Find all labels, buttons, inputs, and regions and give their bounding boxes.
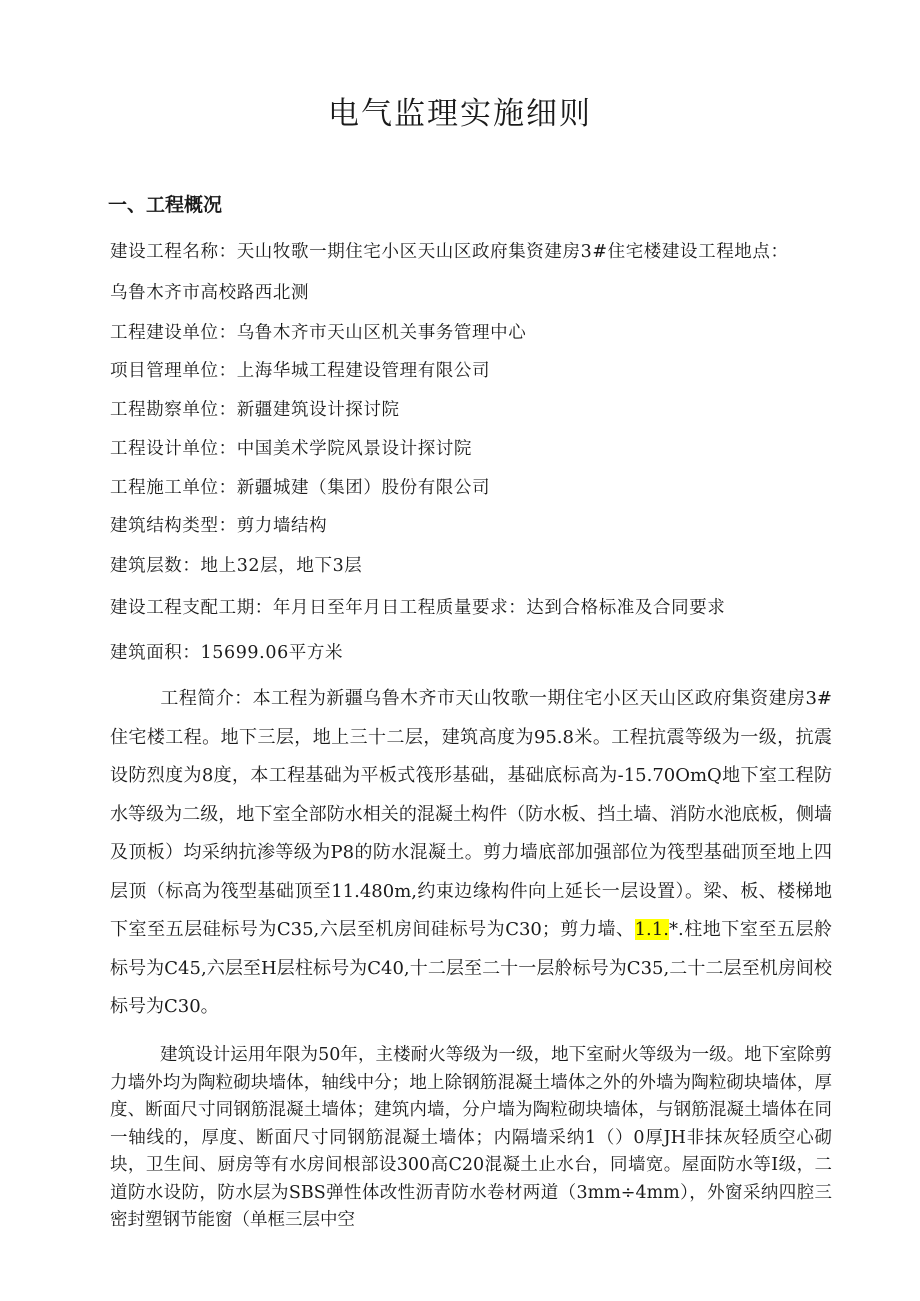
- document-title: 电气监理实施细则: [328, 96, 592, 132]
- project-overview-paragraph: [110, 680, 832, 1027]
- paragraph-text: 建筑设计运用年限为50年，主楼耐火等级为一级，地下室耐火等级为一级。地下室除剪力墙外均为陶粒砌块墙体，轴线中分；地上除钢筋混凝土墙体之外的外墙为陶粒砌块墙体，厚度、断面尺寸同钢筋混凝土墙体；建筑内墙，分户墙为陶粒砌块墙体，与钢筋混凝土墙体在同一轴线的，厚度、断面尺寸同钢筋混凝土墙体；内隔墙采纳1（）0厚JH非抹灰轻质空心砌块，卫生间、厨房等有水房间根部设300高C20混凝土止水台，同墙宽。屋面防水等I级，二道防水设防，防水层为SBS弹性体改性沥青防水卷材两道（3mm÷4mm），外窗采纳四腔三密封塑钢节能窗（单框三层中空: [110, 1045, 832, 1230]
- info-line-schedule: 建设工程支配工期：年月日至年月日工程质量要求：达到合格标准及合同要求: [110, 598, 726, 618]
- section-heading: 一、工程概况: [108, 194, 223, 216]
- info-line-contractor: 工程施工单位：新疆城建（集团）股份有限公司: [110, 478, 491, 498]
- info-line-management-unit: 项目管理单位：上海华城工程建设管理有限公司: [110, 361, 491, 381]
- paragraph-text-continued: *.柱地下室至五层舲标号为C45,六层至H层柱标号为C40,十二层至二十一层舲标号为C35,二十二层至机房间校标号为C30。: [110, 919, 832, 1017]
- info-line-project-name: 建设工程名称：天山牧歌一期住宅小区天山区政府集资建房3#住宅楼建设工程地点：: [110, 242, 789, 262]
- info-line-area: 建筑面积：15699.06平方米: [110, 643, 344, 663]
- building-design-paragraph: [110, 1042, 832, 1235]
- highlighted-text: 1.1.: [634, 919, 669, 940]
- paragraph-text: 工程简介：本工程为新疆乌鲁木齐市天山牧歌一期住宅小区天山区政府集资建房3#住宅楼工程。地下三层，地上三十二层，建筑高度为95.8米。工程抗震等级为一级，抗震设防烈度为8度，本工程基础为平板式筏形基础，基础底标高为-15.70OmQ地下室工程防水等级为二级，地下室全部防水相关的混凝土构件（防水板、挡土墙、消防水池底板，侧墙及顶板）均采纳抗渗等级为P8的防水混凝土。剪力墙底部加强部位为筏型基础顶至地上四层顶（标高为筏型基础顶至11.480m,约束边缘构件向上延长一层设置）。梁、板、楼梯地下室至五层硅标号为C35,六层至机房间硅标号为C30；剪力墙、: [110, 688, 832, 940]
- info-line-structure-type: 建筑结构类型：剪力墙结构: [110, 516, 328, 536]
- info-line-construction-unit: 工程建设单位：乌鲁木齐市天山区机关事务管理中心: [110, 323, 527, 343]
- info-line-design-unit: 工程设计单位：中国美术学院风景设计探讨院: [110, 439, 472, 459]
- info-line-survey-unit: 工程勘察单位：新疆建筑设计探讨院: [110, 400, 400, 420]
- info-line-floors: 建筑层数：地上32层，地下3层: [110, 556, 363, 576]
- info-line-project-location: 乌鲁木齐市高校路西北测: [110, 283, 310, 303]
